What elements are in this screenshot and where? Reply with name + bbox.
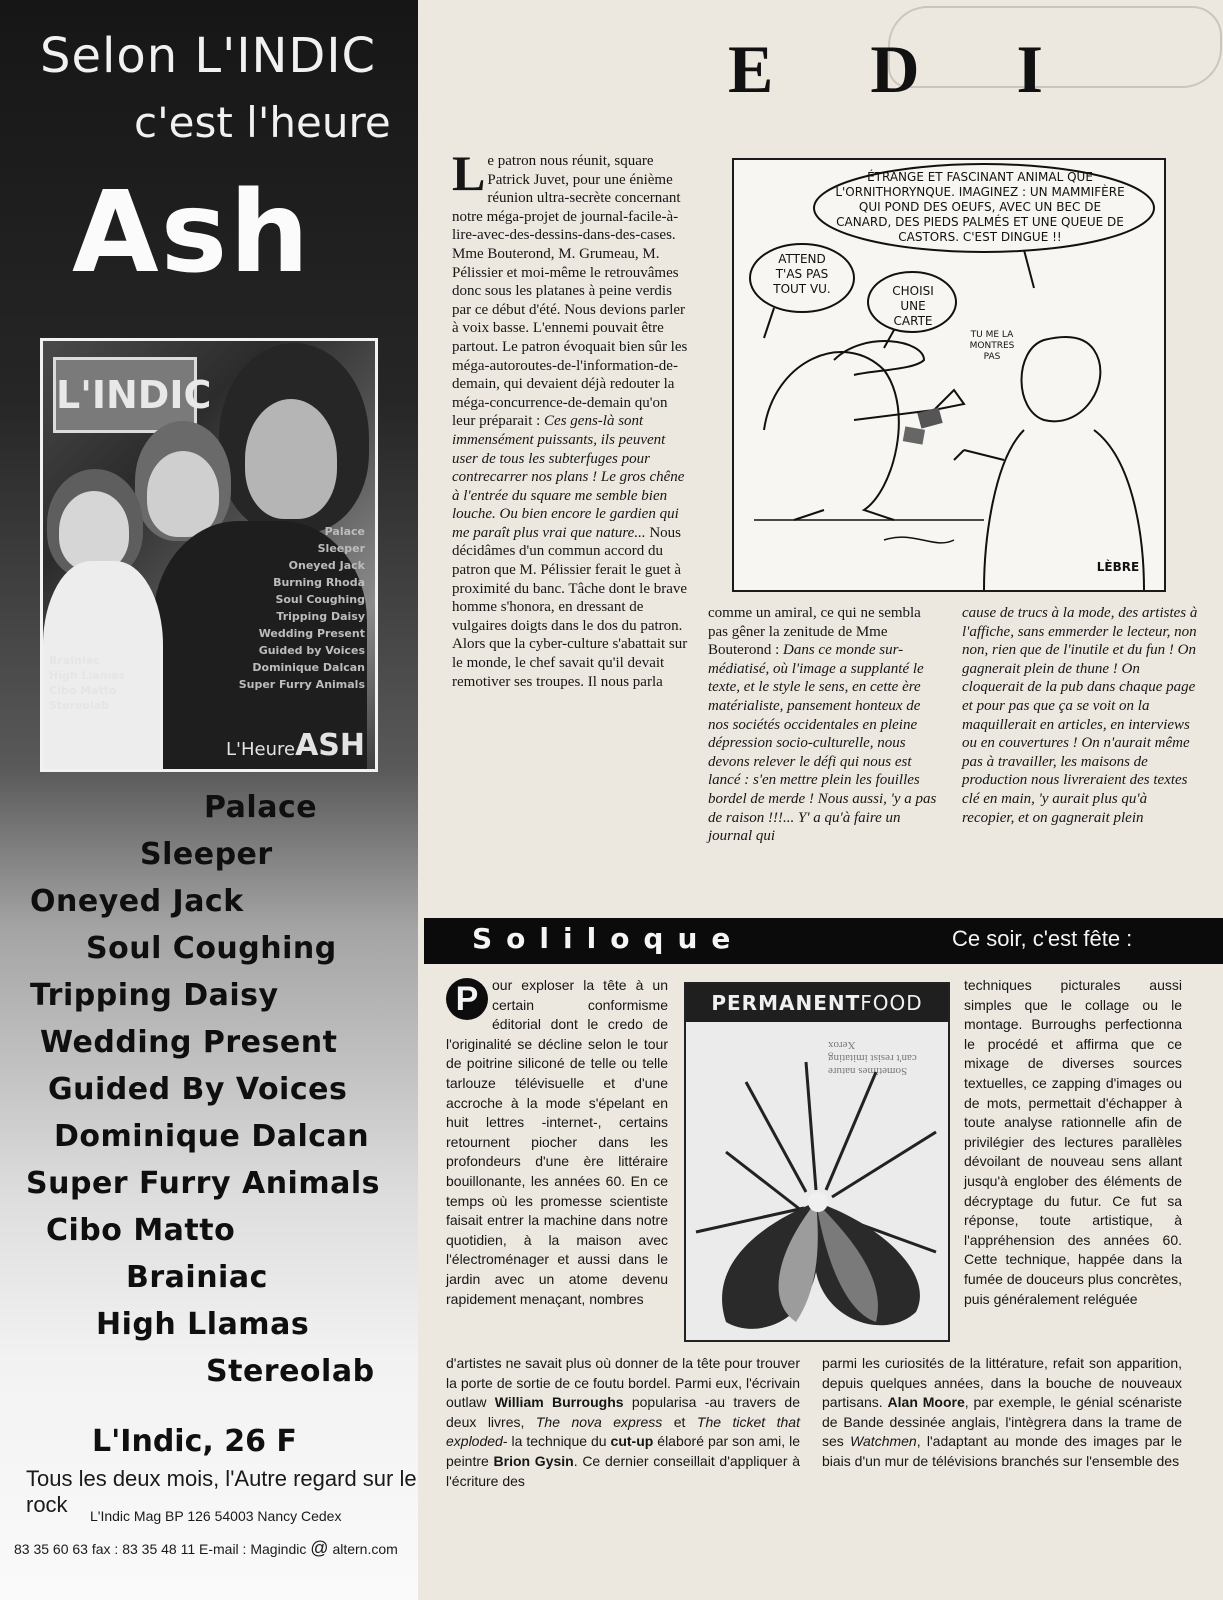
- cover-list-item: Burning Rhoda: [273, 576, 365, 589]
- permanent-food-image: [684, 982, 950, 1342]
- lineup-item: High Llamas: [96, 1307, 310, 1342]
- cover-list-item: Stereolab: [49, 699, 110, 712]
- edito-text-italic: Dans ce monde sur-médiatisé, où l'image a supplanté le texte, et le style le sens, en cette ère matérialiste, pansement honteux de nos sociétés occidentales en pleine dépression socio-culturelle, nous devons relever le défi qui nous est lancé : s'en mettre plein les fouilles bordel de merde ! Nous aussi, 'y a pas de raison !!!... Y' a qu'à faire un journal qui: [708, 642, 937, 845]
- lineup-item: Palace: [204, 790, 318, 825]
- lineup-item: Oneyed Jack: [30, 884, 244, 919]
- cartoon-aside: TU ME LA MONTRES PAS: [969, 330, 1015, 362]
- edito-text-italic: Ces gens-là sont immensément puissants, ils peuvent user de tous les subterfuges pour contrecarrer nos plans ! Le gros chêne à l'entrée du square me semble bien louche. Ou bien encore le gardien qui me paraît plus vrai que nature...: [452, 413, 685, 541]
- edito-column-2: [708, 604, 944, 846]
- ad-band-name: Ash: [72, 168, 312, 298]
- soliloque-text-bold: cut-up: [610, 1433, 654, 1450]
- cover-footer-big: ASH: [295, 728, 365, 763]
- lineup-item: Dominique Dalcan: [54, 1119, 370, 1154]
- speech-bubble-left: ATTEND T'AS PAS TOUT VU.: [773, 252, 831, 296]
- ad-headline: Selon L'INDIC: [40, 28, 377, 84]
- lineup-item: Brainiac: [126, 1260, 268, 1295]
- at-icon: @: [310, 1538, 329, 1558]
- soliloque-text-bold: Brion Gysin: [493, 1452, 574, 1469]
- soliloque-column-2: [446, 1354, 800, 1491]
- cover-list-item: Wedding Present: [258, 627, 365, 640]
- edito-text-italic: cause de trucs à la mode, des artistes à l'affiche, sans emmerder le lecteur, non non, rien que de l'inutile et du fun ! On gagnerait plein de thune ! On cloquerait de la pub dans chaque page et pour pas que ça se voit on la maquillerait en articles, en interviews ou en couvertures ! On n'aurait même pas à travailler, les maisons de production nous livreraient des textes clé en main, 'y aurait plus qu'à recopier, et on gagnerait plein: [962, 605, 1198, 826]
- lineup-item: Sleeper: [140, 837, 273, 872]
- cover-list-item: Guided by Voices: [258, 644, 365, 657]
- edito-text: e patron nous réunit, square Patrick Juvet, pour une énième réunion ultra-secrète concernant notre méga-projet de journal-facile-à-lire-avec-des-dessins-dans-des-cases. Mme Bouterond, M. Grumeau, M. Pélissier et moi-même le retrouvâmes donc sous les platanes à peine verdis par ce début d'été. Nous devions parler à voix basse. L'ennemi pouvait être partout. Le patron évoquait bien sûr les méga-autoroutes-de-l'information-de-demain, qui devaient déjà redouter la méga-concurrence-de-demain qu'on leur préparait :: [452, 153, 688, 430]
- cover-list-item: Dominique Dalcan: [252, 661, 365, 674]
- edito-text: comme un amiral, ce qui ne sembla pas gêner la zenitude de Mme Bouterond :: [708, 605, 921, 659]
- ad-address: L'Indic Mag BP 126 54003 Nancy Cedex: [90, 1508, 342, 1524]
- cover-list-item: Palace: [324, 525, 365, 538]
- lineup-item: Super Furry Animals: [26, 1166, 380, 1201]
- cover-footer-small: L'Heure: [225, 739, 296, 760]
- cover-footer: [226, 728, 365, 763]
- cover-list-item: Super Furry Animals: [238, 678, 365, 691]
- soliloque-text: - la technique du: [502, 1433, 611, 1450]
- cover-band-list: [239, 523, 365, 693]
- soliloque-text-italic: Watchmen: [850, 1433, 917, 1450]
- cover-logo: L'INDIC: [53, 357, 197, 433]
- soliloque-title: Soliloque: [472, 922, 745, 955]
- lindic-advert: [0, 0, 418, 1600]
- edito-column-1: [452, 145, 688, 691]
- cover-photo-face: [147, 451, 219, 537]
- ad-contact: [14, 1538, 398, 1559]
- cover-list-item: Cibo Matto: [49, 684, 117, 697]
- image-header-bold: PERMANENT: [711, 991, 861, 1015]
- soliloque-text: et: [662, 1413, 697, 1430]
- soliloque-subtitle: Ce soir, c'est fête :: [952, 926, 1133, 951]
- edito-text: Nous décidâmes d'un commun accord du patron que M. Pélissier ferait le guet à proximité du banc. Tâche dont le brave homme s'honora, en dressant de vulgaires doigts dans le dos du patron. Alors que la cyber-culture s'abattait sur le monde, le chef savait qu'il devait remotiver ses troupes. Il nous parla: [452, 524, 688, 690]
- lineup-item: Soul Coughing: [86, 931, 337, 966]
- edito-column-3: [962, 604, 1198, 827]
- ad-tagline: Tous les deux mois, l'Autre regard sur le rock: [26, 1466, 417, 1517]
- image-rotated-text: Sometimes nature can't resist imitating Xerox: [828, 1039, 917, 1077]
- lineup-item: Tripping Daisy: [30, 978, 279, 1013]
- soliloque-text: parmi les curiosités de la littérature, refait son apparition, depuis quelques années, dans la bouche de nouveaux partisans.: [822, 1355, 1182, 1411]
- lineup-item: Guided By Voices: [48, 1072, 348, 1107]
- cover-list-item: Brainiac: [49, 654, 100, 667]
- image-header: [686, 984, 948, 1022]
- soliloque-text-italic: The nova express: [535, 1413, 663, 1430]
- soliloque-text: . Ce dernier conseillait d'appliquer à l'écriture des: [446, 1452, 800, 1489]
- cover-list-item: Sleeper: [317, 542, 365, 555]
- cover-list-item: Oneyed Jack: [288, 559, 365, 572]
- image-header-light: FOOD: [860, 991, 923, 1015]
- soliloque-text: , par exemple, le génial scénariste de Bande dessinée anglais, l'intègrera dans la trame de ses: [822, 1394, 1182, 1450]
- cover-list-item: Tripping Daisy: [276, 610, 365, 623]
- cover-list-item: High Llamas: [49, 669, 126, 682]
- drop-cap: L: [452, 145, 486, 201]
- flower-graphic: [686, 1022, 948, 1340]
- soliloque-column-4: [822, 1354, 1182, 1472]
- cover-band-list-left: [49, 653, 125, 713]
- soliloque-text-italic: The ticket that exploded: [446, 1413, 800, 1450]
- drop-cap: P: [446, 978, 488, 1020]
- soliloque-text: our exploser la tête à un certain conformisme éditorial dont le credo de l'originalité se décline selon le tour de poitrine siliconé de telle ou telle tarlouze télévisuelle et d'une accroche à la mode s'épelant en huit lettres -internet-, certains retournent piocher dans les profondeurs d'une ère littéraire bouillonante, les années 60. En ce temps où les promesse scientiste faisait entrer la machine dans notre quotidien, à la maison avec l'électroménager et aussi dans le jardin avec un atome devenu rapidement menaçant, nombres: [446, 977, 668, 1307]
- lineup-item: Wedding Present: [40, 1025, 338, 1060]
- soliloque-text: d'artistes ne savait plus où donner de la tête pour trouver la porte de sortie de ce foutu bordel. Parmi eux, l'écrivain outlaw: [446, 1355, 800, 1411]
- cover-photo-face: [59, 491, 129, 571]
- cartoon-signature: LÈBRE: [1096, 560, 1140, 574]
- soliloque-text-bold: William Burroughs: [494, 1394, 624, 1411]
- edito-title: E D I: [728, 31, 1083, 107]
- speech-bubble-mid: CHOISI UNE CARTE: [892, 284, 934, 328]
- speech-bubble-main: ÉTRANGE ET FASCINANT ANIMAL QUE L'ORNITHORYNQUE. IMAGINEZ : UN MAMMIFÈRE QUI POND DES OEUFS, AVEC UN BEC DE CANARD, DES PIEDS PALMÉS ET UNE QUEUE DE CASTORS. C'EST DINGUE !!: [835, 170, 1125, 244]
- cartoon-platypus: [732, 158, 1166, 592]
- lineup-item: Stereolab: [206, 1354, 375, 1389]
- soliloque-text-bold: Alan Moore: [887, 1394, 965, 1411]
- soliloque-text: popularisa -au travers de deux livres,: [446, 1394, 800, 1430]
- soliloque-column-1: [446, 976, 668, 1309]
- soliloque-text: techniques picturales aussi simples que le collage ou le montage. Burroughs perfectionna le procédé et affirma que ce mixage de diverses sources textuelles, ce zapping d'images ou de mots, permettait d'échapper à toute analyse rationnelle afin de privilégier des lectures parallèles dévoilant de nouveau sens allant jusqu'à englober des éléments de décryptage du futur. Ce fut sa réponse, toute artistique, à l'appréhension des années 60. Cette technique, happée dans la fumée de douceurs plus concrètes, puis généralement reléguée: [964, 977, 1182, 1307]
- soliloque-text: , l'adaptant au monde des images par le biais d'un mur de télévisions branchés sur l'ensemble des: [822, 1433, 1182, 1469]
- cover-list-item: Soul Coughing: [275, 593, 365, 606]
- cover-photo-face: [245, 399, 337, 519]
- ad-contact-phone: 83 35 60 63 fax : 83 35 48 11 E-mail : Magindic: [14, 1541, 307, 1557]
- ad-subheadline: c'est l'heure: [134, 98, 391, 147]
- ad-price: L'Indic, 26 F: [92, 1424, 297, 1459]
- soliloque-column-3: [964, 976, 1182, 1309]
- magazine-cover-image: [40, 338, 378, 772]
- ad-contact-domain: altern.com: [332, 1541, 398, 1557]
- soliloque-text: élaboré par son ami, le peintre: [446, 1433, 800, 1469]
- lineup-item: Cibo Matto: [46, 1213, 236, 1248]
